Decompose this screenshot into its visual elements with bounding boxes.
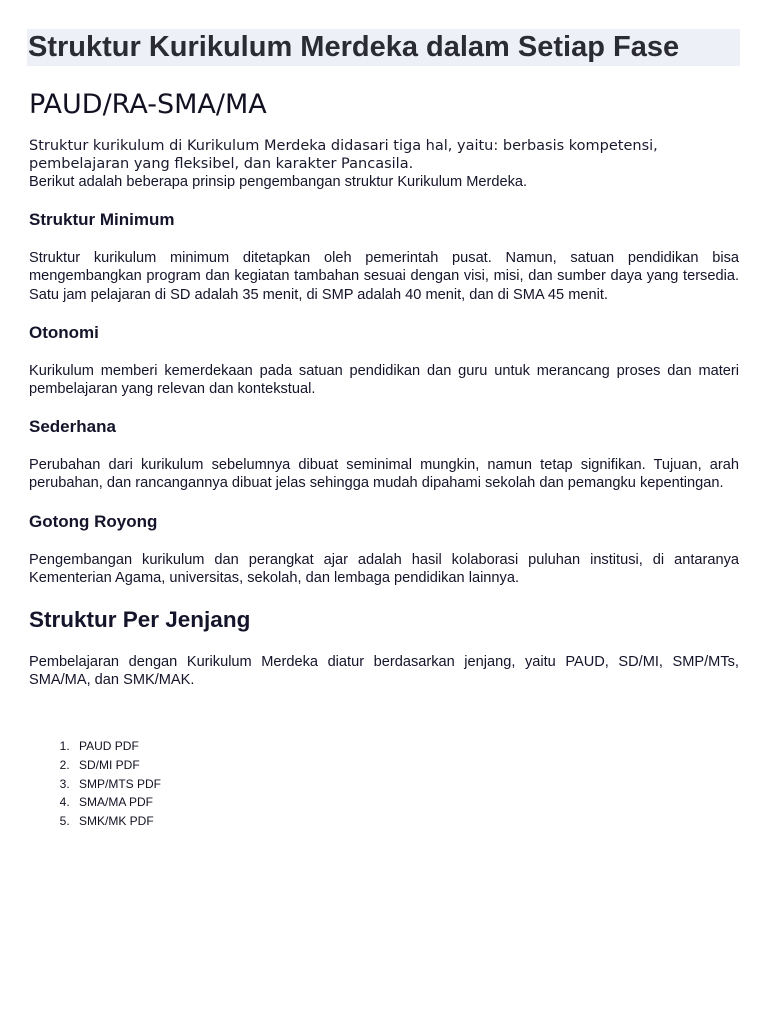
- page-title: Struktur Kurikulum Merdeka dalam Setiap Fase: [28, 31, 680, 63]
- section-text-gotong-royong: Pengembangan kurikulum dan perangkat ajar adalah hasil kolaborasi puluhan institusi, di antaranya Kementerian Agama, universitas, sekolah, dan lembaga pendidikan lainnya.: [29, 551, 739, 586]
- pdf-link-smk-mk[interactable]: SMK/MK PDF: [79, 813, 154, 828]
- page-subtitle: PAUD/RA-SMA/MA: [29, 89, 267, 120]
- section-heading-struktur-minimum: Struktur Minimum: [29, 210, 175, 230]
- intro-paragraph: Struktur kurikulum di Kurikulum Merdeka didasari tiga hal, yaitu: berbasis kompetensi, pembelajaran yang fleksibel, dan karakter Pancasila.: [29, 138, 658, 172]
- title-bar: [27, 29, 740, 66]
- section-text-otonomi: Kurikulum memberi kemerdekaan pada satuan pendidikan dan guru untuk merancang proses dan materi pembelajaran yang relevan dan kontekstual.: [29, 362, 739, 398]
- section-heading-gotong-royong: Gotong Royong: [29, 511, 158, 531]
- pdf-link-sma-ma[interactable]: SMA/MA PDF: [79, 795, 154, 810]
- list-item[interactable]: [73, 756, 739, 775]
- jenjang-heading: Struktur Per Jenjang: [29, 607, 251, 633]
- document-page: [29, 29, 739, 830]
- list-item[interactable]: [73, 775, 739, 794]
- lead-paragraph: Berikut adalah beberapa prinsip pengembangan struktur Kurikulum Merdeka.: [29, 174, 528, 190]
- pdf-link-paud[interactable]: PAUD PDF: [79, 739, 139, 754]
- list-item[interactable]: [73, 793, 739, 812]
- pdf-link-sd-mi[interactable]: SD/MI PDF: [79, 758, 140, 773]
- list-item[interactable]: [73, 812, 739, 831]
- list-item[interactable]: [73, 737, 739, 756]
- section-text-struktur-minimum: Struktur kurikulum minimum ditetapkan oleh pemerintah pusat. Namun, satuan pendidikan bisa mengembangkan program dan kegiatan tambahan sesuai dengan visi, misi, dan sumber daya yang tersedia. Satu jam pelajaran di SD adalah 35 menit, di SMP adalah 40 menit, dan di SMA 45 menit.: [29, 250, 739, 303]
- pdf-link-list: [29, 737, 739, 830]
- section-heading-otonomi: Otonomi: [29, 322, 99, 342]
- pdf-link-smp-mts[interactable]: SMP/MTS PDF: [79, 776, 162, 791]
- section-heading-sederhana: Sederhana: [29, 417, 116, 437]
- jenjang-text: Pembelajaran dengan Kurikulum Merdeka diatur berdasarkan jenjang, yaitu PAUD, SD/MI, SMP/MTs, SMA/MA, dan SMK/MAK.: [29, 654, 739, 689]
- section-text-sederhana: Perubahan dari kurikulum sebelumnya dibuat seminimal mungkin, namun tetap signifikan. Tujuan, arah perubahan, dan rancangannya dibuat jelas sehingga mudah dipahami sekolah dan pemangku kepentingan.: [29, 457, 739, 492]
